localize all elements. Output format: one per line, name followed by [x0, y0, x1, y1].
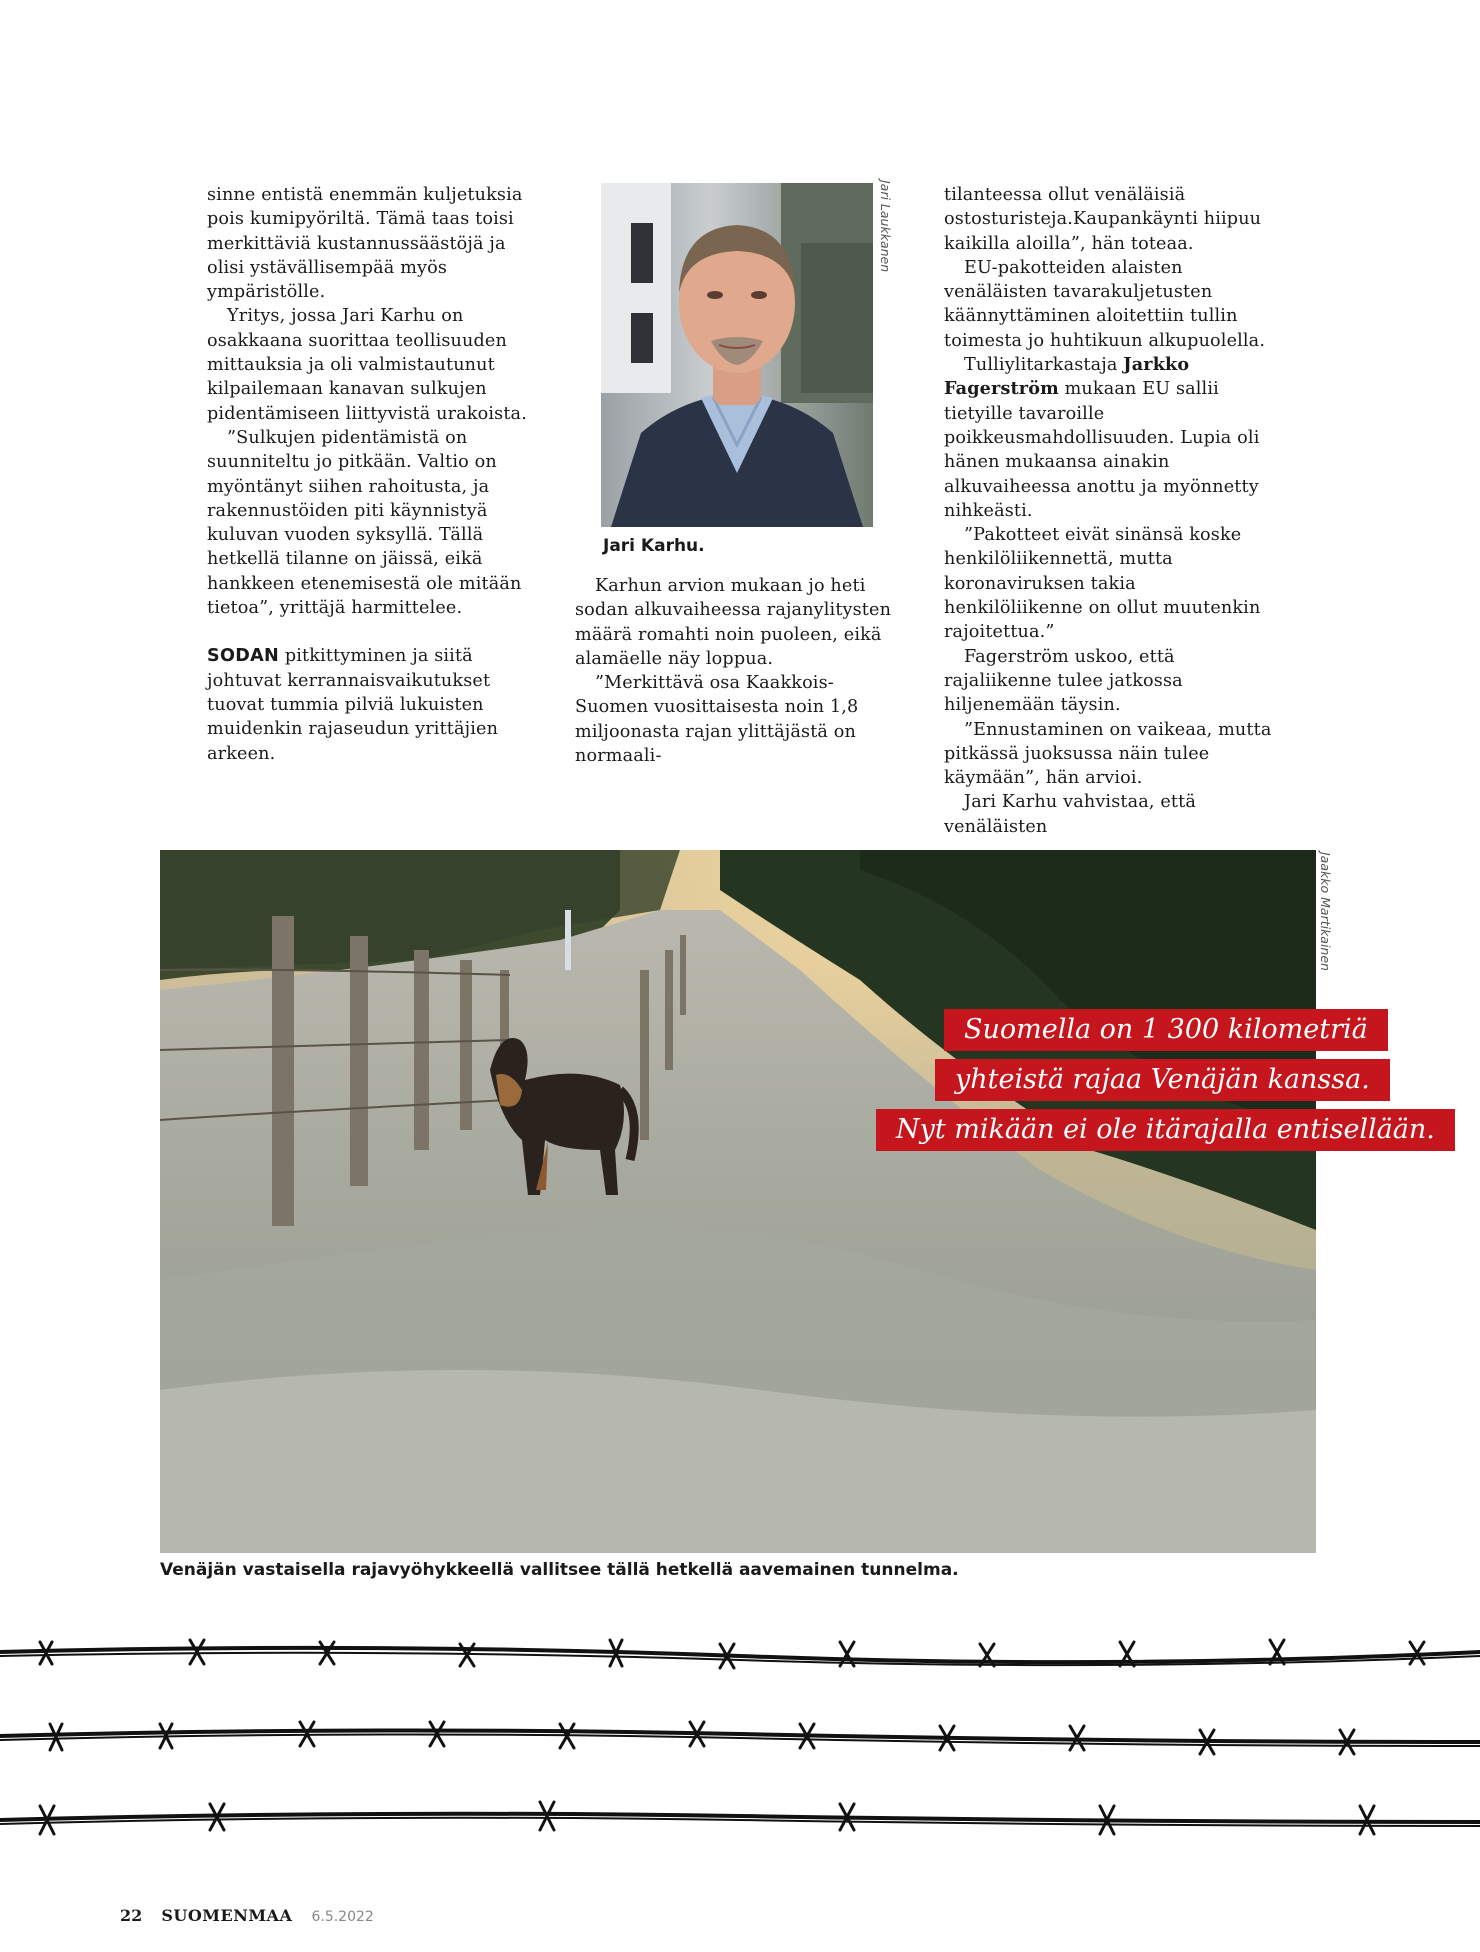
- section-lead-word: SODAN: [207, 646, 280, 667]
- pullquote-line: Suomella on 1 300 kilometriä: [944, 1009, 1388, 1051]
- page-number: 22: [120, 1906, 143, 1925]
- border-zone-image: [160, 850, 1316, 1553]
- article-column-2: [575, 574, 905, 768]
- paragraph: sinne entistä enemmän kuljetuksia pois kumipyöriltä. Tämä taas toisi merkittäviä kustannussäästöjä ja olisi ystävällisempää myös ympäristölle.: [207, 185, 523, 303]
- paragraph: ”Sulkujen pidentämistä on suunniteltu jo pitkään. Valtio on myöntänyt siihen rahoitusta, ja rakennustöiden piti käynnistyä kuluvan vuoden syksyllä. Tällä hetkellä tilanne on jäissä, eikä hankkeen etenemisestä ole mitään tietoa”, yrittäjä harmittelee.: [207, 427, 522, 619]
- paragraph: Yritys, jossa Jari Karhu on osakkaana suorittaa teollisuuden mittauksia ja oli valmistautunut kilpailemaan kanavan sulkujen pidentämiseen liittyvistä urakoista.: [207, 306, 527, 424]
- paragraph: [207, 644, 537, 765]
- barbed-wire-graphic: [0, 1630, 1480, 1840]
- paragraph: ”Ennustaminen on vaikeaa, mutta pitkässä juoksussa näin tulee käymään”, hän arvioi.: [944, 719, 1272, 789]
- portrait-caption: Jari Karhu.: [603, 536, 705, 556]
- paragraph: ”Merkittävä osa Kaakkois-Suomen vuosittaisesta noin 1,8 miljoonasta rajan ylittäjästä on normaali-: [575, 673, 859, 767]
- magazine-name: SUOMENMAA: [161, 1906, 293, 1925]
- paragraph: ”Pakotteet eivät sinänsä koske henkilöliikennettä, mutta koronaviruksen takia henkilöliikenne on ollut muutenkin rajoitettua.”: [944, 525, 1261, 643]
- paragraph: tilanteessa ollut venäläisiä ostosturisteja.Kaupankäynti hiipuu kaikilla aloilla”, hän toteaa.: [944, 185, 1262, 254]
- paragraph: Jari Karhu vahvistaa, että venäläisten: [944, 792, 1197, 837]
- pullquote-line: yhteistä rajaa Venäjän kanssa.: [935, 1059, 1390, 1101]
- photo-credit: Jaakko Martikainen: [1318, 852, 1333, 971]
- paragraph: EU-pakotteiden alaisten venäläisten tavarakuljetusten käännyttäminen aloitettiin tullin toimesta jo huhtikuun alkupuolella.: [944, 257, 1266, 351]
- paragraph-text: mukaan EU sallii tietyille tavaroille poikkeusmahdollisuuden. Lupia oli hänen mukaansa ainakin alkuvaiheessa anottu ja myönnetty nihkeästi.: [944, 379, 1260, 521]
- photo-caption: Venäjän vastaisella rajavyöhykkeellä vallitsee tällä hetkellä aavemainen tunnelma.: [160, 1560, 959, 1580]
- paragraph: [944, 353, 1274, 523]
- paragraph: Fagerström uskoo, että rajaliikenne tulee jatkossa hiljenemään täysin.: [944, 646, 1183, 716]
- article-column-3: [944, 183, 1274, 839]
- person-name: Jarkko Fagerström: [944, 354, 1190, 400]
- portrait-image: [601, 183, 873, 527]
- page-footer: [120, 1906, 374, 1925]
- photo-credit: Jari Laukkanen: [878, 180, 893, 273]
- paragraph-text: Tulliylitarkastaja: [964, 355, 1124, 376]
- pullquote-line: Nyt mikään ei ole itärajalla entisellään.: [876, 1109, 1455, 1151]
- article-column-1: [207, 183, 537, 766]
- portrait-photo: [601, 183, 873, 527]
- paragraph: Karhun arvion mukaan jo heti sodan alkuvaiheessa rajanylitysten määrä romahti noin puoleen, eikä alamäelle näy loppua.: [575, 576, 892, 669]
- paragraph-text: pitkittyminen ja siitä johtuvat kerrannaisvaikutukset tuovat tummia pilviä lukuisten muidenkin rajaseudun yrittäjien arkeen.: [207, 646, 499, 764]
- issue-date: 6.5.2022: [311, 1909, 374, 1925]
